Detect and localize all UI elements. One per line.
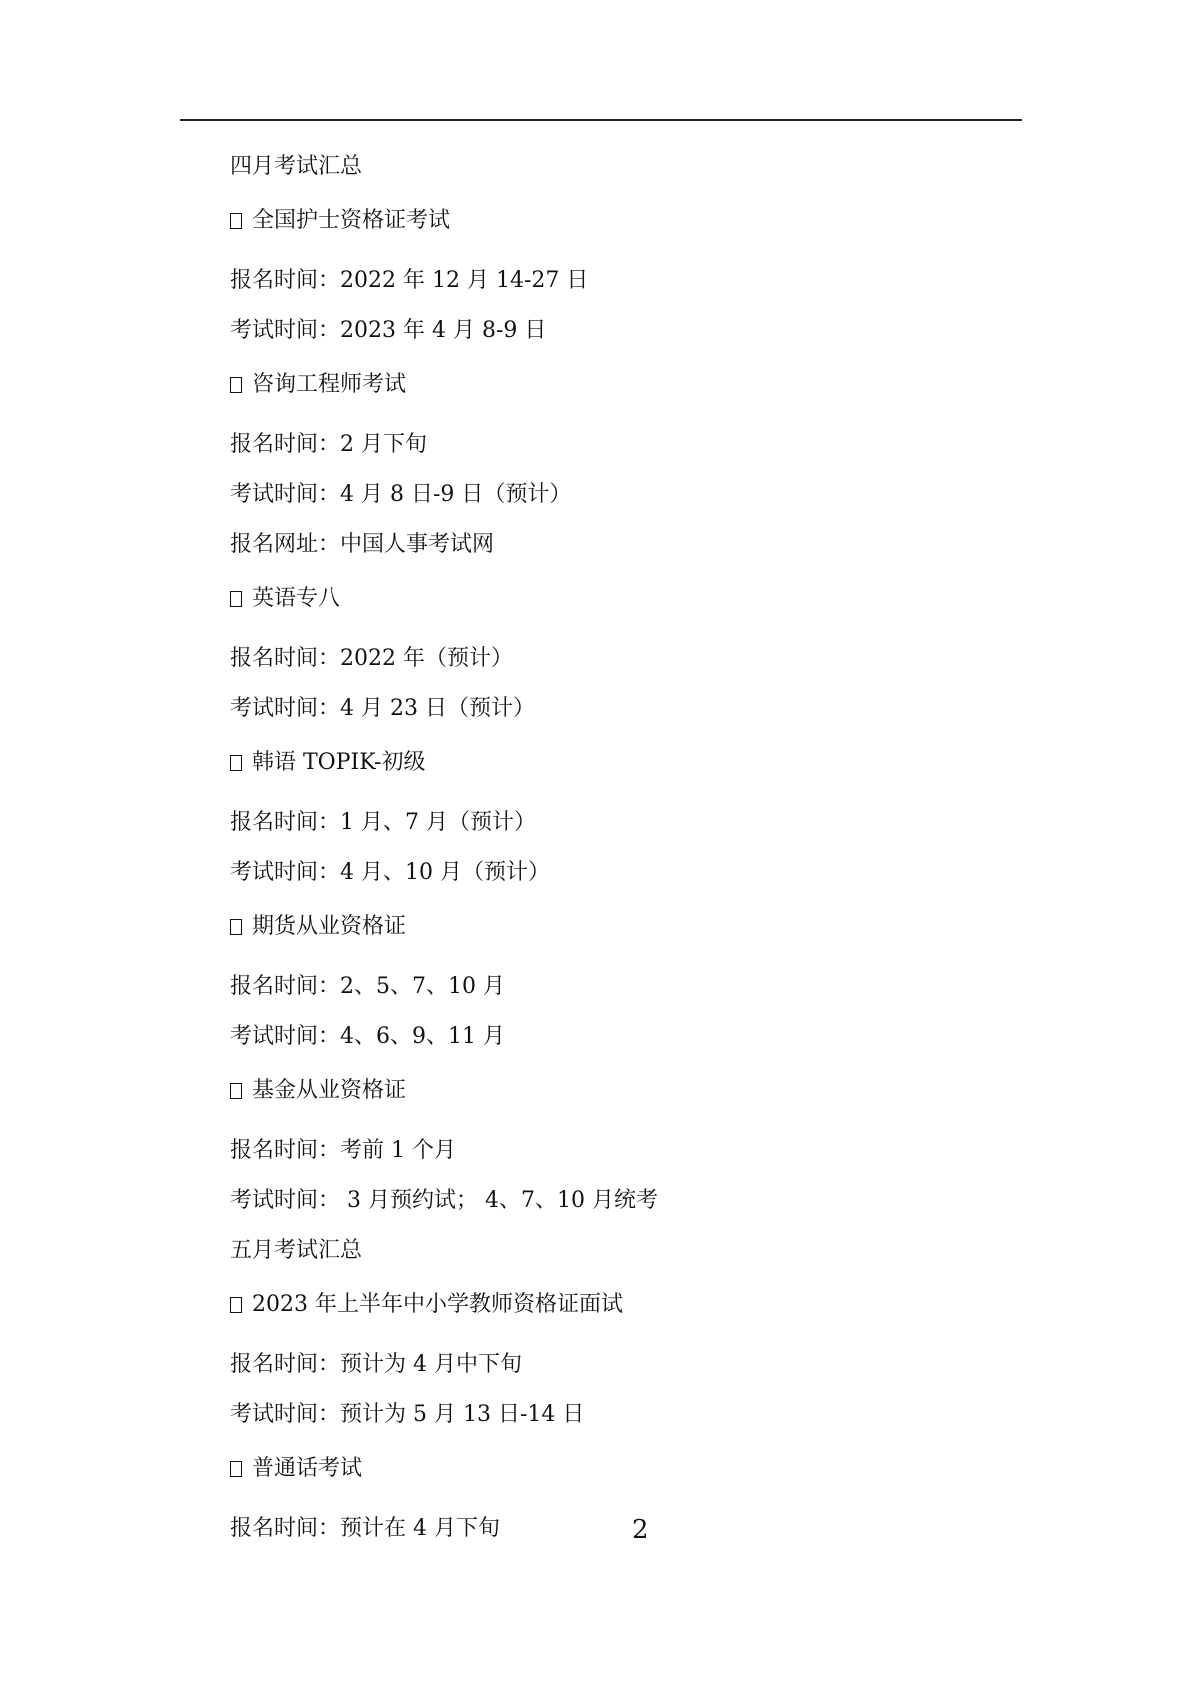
checkbox-square-icon — [230, 1083, 242, 1099]
header-rule — [180, 119, 1022, 121]
exam-detail-line: 报名时间：预计为 4 月中下旬 — [230, 1352, 522, 1377]
checkbox-square-icon — [230, 377, 242, 393]
may-summary-heading: 五月考试汇总 — [230, 1238, 363, 1263]
exam-title: 2023 年上半年中小学教师资格证面试 — [252, 1292, 623, 1317]
exam-item-fund-qualification — [230, 1076, 406, 1106]
exam-item-consulting-engineer — [230, 370, 406, 400]
checkbox-square-icon — [230, 213, 242, 229]
exam-detail-line: 考试时间：2023 年 4 月 8-9 日 — [230, 318, 547, 343]
exam-detail-line: 考试时间：4 月 23 日（预计） — [230, 696, 535, 721]
exam-title: 咨询工程师考试 — [252, 372, 407, 397]
checkbox-square-icon — [230, 591, 242, 607]
exam-detail-line: 考试时间：4、6、9、11 月 — [230, 1024, 505, 1049]
exam-item-teacher-interview — [230, 1290, 623, 1320]
exam-detail-line: 考试时间： 3 月预约试； 4、7、10 月统考 — [230, 1188, 658, 1213]
april-summary-heading: 四月考试汇总 — [230, 154, 363, 179]
exam-title: 全国护士资格证考试 — [252, 208, 451, 233]
exam-detail-line: 报名时间：2022 年（预计） — [230, 646, 513, 671]
exam-detail-line: 报名时间：考前 1 个月 — [230, 1138, 456, 1163]
exam-detail-line: 报名时间：2、5、7、10 月 — [230, 974, 505, 999]
exam-item-mandarin-test — [230, 1454, 362, 1484]
exam-title: 期货从业资格证 — [252, 914, 407, 939]
page-number: 2 — [632, 1515, 649, 1545]
checkbox-square-icon — [230, 919, 242, 935]
exam-detail-line: 报名网址：中国人事考试网 — [230, 532, 495, 557]
exam-item-futures-qualification — [230, 912, 406, 942]
exam-title: 英语专八 — [252, 586, 341, 611]
checkbox-square-icon — [230, 1297, 242, 1313]
exam-detail-line: 报名时间：2022 年 12 月 14-27 日 — [230, 268, 589, 293]
exam-item-korean-topik — [230, 748, 425, 778]
exam-detail-line: 考试时间：4 月、10 月（预计） — [230, 860, 550, 885]
exam-detail-line: 考试时间：预计为 5 月 13 日-14 日 — [230, 1402, 585, 1427]
exam-item-english-tem8 — [230, 584, 340, 614]
exam-detail-line: 报名时间：2 月下旬 — [230, 432, 427, 457]
exam-detail-line: 报名时间：预计在 4 月下旬 — [230, 1516, 500, 1541]
checkbox-square-icon — [230, 755, 242, 771]
exam-title: 韩语 TOPIK-初级 — [252, 750, 426, 775]
checkbox-square-icon — [230, 1461, 242, 1477]
exam-detail-line: 报名时间：1 月、7 月（预计） — [230, 810, 536, 835]
exam-title: 基金从业资格证 — [252, 1078, 407, 1103]
exam-item-nurse — [230, 206, 450, 236]
exam-title: 普通话考试 — [252, 1456, 363, 1481]
exam-detail-line: 考试时间：4 月 8 日-9 日（预计） — [230, 482, 572, 507]
